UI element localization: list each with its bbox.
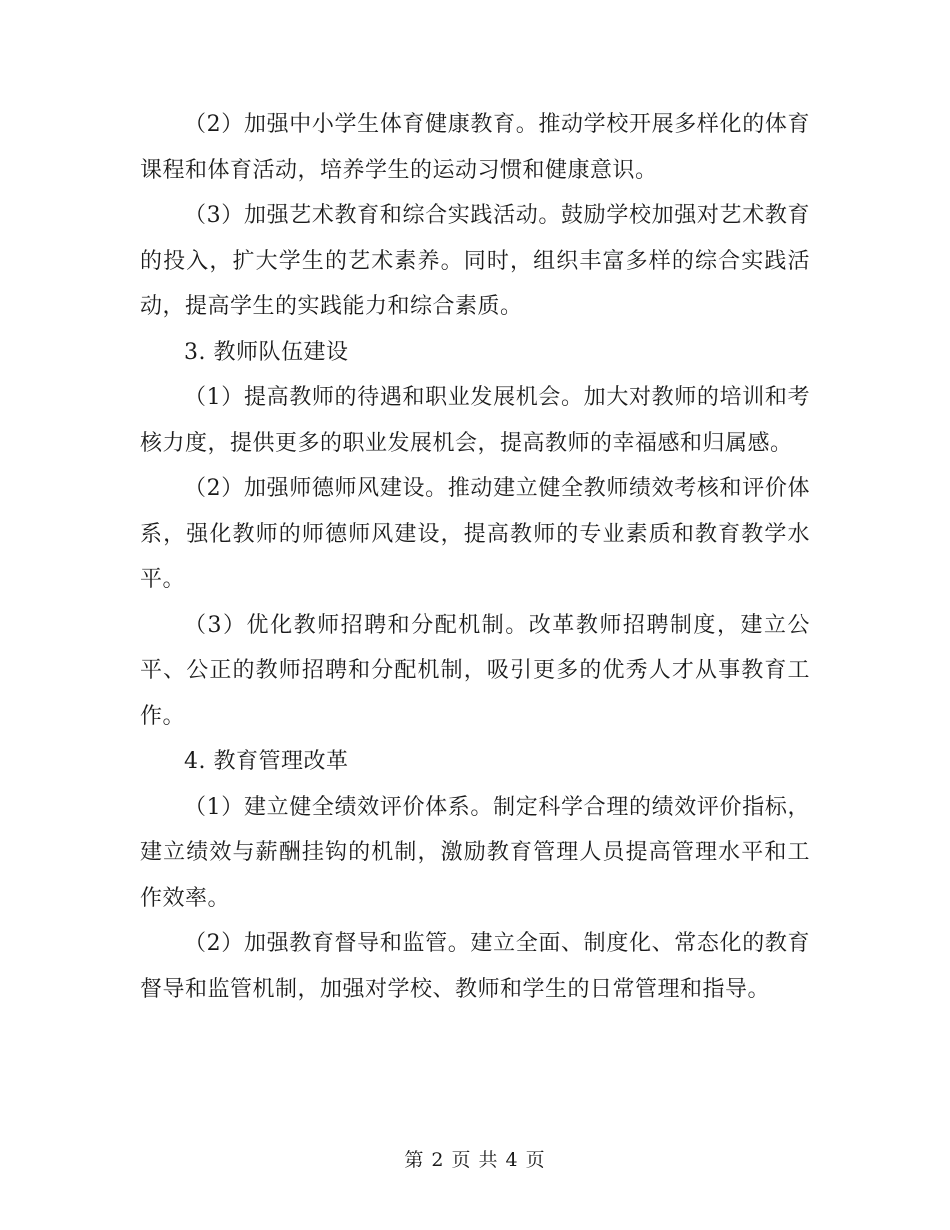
paragraph-pe-health: （2）加强中小学生体育健康教育。推动学校开展多样化的体育课程和体育活动，培养学生的运动习惯和健康意识。 bbox=[140, 112, 810, 183]
page-number-footer: 第 2 页 共 4 页 bbox=[404, 1149, 546, 1171]
paragraph-performance-evaluation: （1）建立健全绩效评价体系。制定科学合理的绩效评价指标，建立绩效与薪酬挂钩的机制，激励教育管理人员提高管理水平和工作效率。 bbox=[140, 794, 810, 911]
paragraph-supervision: （2）加强教育督导和监管。建立全面、制度化、常态化的教育督导和监管机制，加强对学校、教师和学生的日常管理和指导。 bbox=[140, 931, 810, 1002]
paragraph-teacher-recruitment: （3）优化教师招聘和分配机制。改革教师招聘制度，建立公平、公正的教师招聘和分配机制，吸引更多的优秀人才从事教育工作。 bbox=[140, 612, 810, 729]
paragraph-teacher-benefits: （1）提高教师的待遇和职业发展机会。加大对教师的培训和考核力度，提供更多的职业发展机会，提高教师的幸福感和归属感。 bbox=[140, 385, 810, 456]
paragraph-teacher-ethics: （2）加强师德师风建设。推动建立健全教师绩效考核和评价体系，强化教师的师德师风建设，提高教师的专业素质和教育教学水平。 bbox=[140, 476, 810, 592]
section-heading-teachers: 3. 教师队伍建设 bbox=[184, 339, 349, 365]
section-heading-management: 4. 教育管理改革 bbox=[184, 749, 349, 774]
paragraph-arts-practice: （3）加强艺术教育和综合实践活动。鼓励学校加强对艺术教育的投入，扩大学生的艺术素养。同时，组织丰富多样的综合实践活动，提高学生的实践能力和综合素质。 bbox=[140, 203, 810, 319]
document-body bbox=[140, 102, 810, 1012]
